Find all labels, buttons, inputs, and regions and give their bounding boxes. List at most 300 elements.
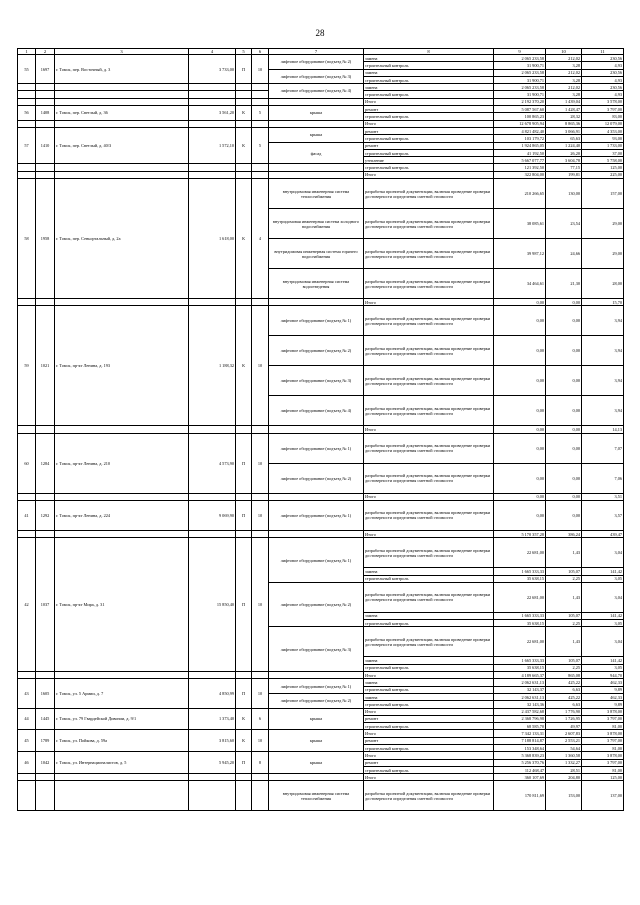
table-cell: 0,00 (494, 336, 546, 366)
table-cell: лифтовое оборудование (подъезд № 1) (269, 500, 364, 530)
table-cell (18, 299, 36, 306)
header-cell: 5 (236, 49, 252, 55)
table-cell: 3 561,20 (189, 106, 236, 121)
table-cell (18, 781, 36, 811)
table-cell: 24,66 (546, 239, 582, 269)
table-cell (36, 84, 55, 91)
table-cell: 31 900,71 (494, 76, 546, 83)
page-number: 28 (315, 28, 325, 38)
table-cell (269, 164, 364, 171)
table-cell: 3 797,00 (582, 715, 624, 722)
table-cell: 462,33 (582, 679, 624, 686)
table-cell: 204,80 (546, 774, 582, 781)
table-cell: 10 (252, 500, 269, 530)
table-cell: лифтовое оборудование (подъезд № 2) (269, 582, 364, 627)
table-cell: Итого (364, 120, 494, 127)
table-cell: 81,00 (582, 744, 624, 751)
table-cell: Итого (364, 672, 494, 679)
table-cell: 28,32 (546, 113, 582, 120)
table-cell: г. Томск, пр-кт Ленина, д. 193 (55, 306, 189, 426)
table-cell (36, 774, 55, 781)
table-cell: 22 681,00 (494, 582, 546, 612)
table-cell: 3 878,00 (582, 708, 624, 715)
table-cell: 1042 (36, 752, 55, 774)
table-cell: лифтовое оборудование (подъезд № 2) (269, 336, 364, 366)
table-cell (252, 120, 269, 127)
table-cell: 212,02 (546, 69, 582, 76)
table-cell: 1037 (36, 538, 55, 672)
table-cell (18, 672, 36, 679)
table-cell: 1445 (36, 708, 55, 730)
table-cell: К (236, 306, 252, 426)
table-cell: замена (364, 612, 494, 619)
table-cell: 1958 (36, 179, 55, 299)
table-cell: крыша (269, 752, 364, 774)
table-cell: 2 192 370,20 (494, 98, 546, 105)
table-cell: 3,05 (582, 620, 624, 627)
table-cell (189, 426, 236, 433)
table-cell: 23,54 (546, 209, 582, 239)
table-cell: 0,00 (546, 306, 582, 336)
table-cell: разработка проектной документации, включая проведение проверки достоверности определения сметной стоимости (364, 627, 494, 657)
table-cell: 425,22 (546, 693, 582, 700)
table-cell: 22 681,00 (494, 538, 546, 568)
table-cell (55, 91, 189, 98)
table-cell: 360 107,69 (494, 774, 546, 781)
table-cell: Итого (364, 530, 494, 537)
table-cell: 0,00 (546, 433, 582, 463)
table-cell: 141,42 (582, 568, 624, 575)
table-cell: разработка проектной документации, включая проведение проверки достоверности определения сметной стоимости (364, 366, 494, 396)
table-cell: 3 797,00 (582, 737, 624, 744)
table-cell: г. Томск, ул. Пойкова, д. 59а (55, 730, 189, 752)
table-cell: 137,00 (582, 781, 624, 811)
table-cell: 212,02 (546, 84, 582, 91)
table-cell: 29,00 (582, 209, 624, 239)
table-cell (18, 98, 36, 105)
table-cell: лифтовое оборудование (подъезд № 2) (269, 693, 364, 708)
table-cell: 141,42 (582, 657, 624, 664)
table-cell: 1789 (36, 730, 55, 752)
table-cell: строительный контроль (364, 113, 494, 120)
table-cell (18, 493, 36, 500)
table-cell: 2,25 (546, 620, 582, 627)
table-cell: 35 638,15 (494, 664, 546, 671)
table-cell (55, 171, 189, 178)
table-cell: 10 (252, 730, 269, 752)
table-row (18, 98, 624, 105)
table-cell: 41 192,50 (494, 149, 546, 156)
table-cell: 0,00 (546, 493, 582, 500)
table-cell: 35 638,15 (494, 620, 546, 627)
table-cell: г. Томск, пр-кт Ленина, д. 210 (55, 433, 189, 493)
table-cell (18, 171, 36, 178)
table-cell: лифтовое оборудование (подъезд № 1) (269, 306, 364, 336)
table-cell (269, 299, 364, 306)
table-cell: 3 604,78 (546, 157, 582, 164)
table-cell (36, 171, 55, 178)
table-cell (18, 164, 36, 171)
table-row (18, 55, 624, 62)
header-cell: 8 (364, 49, 494, 55)
table-cell: г. Томск, пр-кт Мира, д. 31 (55, 538, 189, 672)
table-cell (55, 781, 189, 811)
table-cell: крыша (269, 730, 364, 752)
table-cell (269, 530, 364, 537)
table-cell: 1605 (36, 679, 55, 708)
table-row (18, 306, 624, 336)
table-cell: 225,00 (582, 171, 624, 178)
table-cell: 3,28 (546, 76, 582, 83)
table-cell: строительный контроль (364, 686, 494, 693)
table-cell (55, 84, 189, 91)
table-cell (236, 164, 252, 171)
table-cell: 1 618,00 (189, 179, 236, 299)
table-cell: 59 (18, 306, 36, 426)
table-cell: 28,51 (546, 766, 582, 773)
table-cell (189, 171, 236, 178)
table-cell: 7 342 133,31 (494, 730, 546, 737)
table-cell: 0,00 (546, 396, 582, 426)
table-cell: 10 (252, 433, 269, 493)
table-cell: 212,02 (546, 55, 582, 62)
table-cell: 5 256 370,76 (494, 759, 546, 766)
table-cell: 462,33 (582, 693, 624, 700)
header-cell: 4 (189, 49, 236, 55)
table-cell: Итого (364, 708, 494, 715)
table-cell: 29,00 (582, 239, 624, 269)
table-cell (269, 774, 364, 781)
table-cell: утепление (364, 157, 494, 164)
table-cell: П (236, 55, 252, 84)
table-cell: крыша (269, 127, 364, 142)
table-cell: 3,94 (582, 336, 624, 366)
table-cell: лифтовое оборудование (подъезд № 4) (269, 84, 364, 99)
table-cell: 2 065 233,58 (494, 84, 546, 91)
table-cell (269, 120, 364, 127)
table-cell: замена (364, 693, 494, 700)
table-cell: 4,93 (582, 91, 624, 98)
table-cell: лифтовое оборудование (подъезд № 1) (269, 538, 364, 583)
table-cell: 1 188,32 (189, 306, 236, 426)
table-cell (189, 781, 236, 811)
table-cell: Итого (364, 730, 494, 737)
table-cell: К (236, 106, 252, 121)
table-cell (252, 98, 269, 105)
table-cell (252, 299, 269, 306)
table-cell (189, 774, 236, 781)
table-row (18, 433, 624, 463)
table-cell: 386,24 (546, 530, 582, 537)
table-cell: 105,07 (546, 612, 582, 619)
table-cell: 15 850,40 (189, 538, 236, 672)
table-cell: 14,13 (582, 426, 624, 433)
table-cell (18, 84, 36, 91)
table-row (18, 500, 624, 530)
table-cell: 1 733,00 (582, 142, 624, 149)
table-cell (36, 299, 55, 306)
table-cell: П (236, 500, 252, 530)
table-cell: крыша (269, 106, 364, 121)
table-cell: 56 (18, 106, 36, 121)
table-cell (236, 91, 252, 98)
table-cell (236, 781, 252, 811)
table-cell: 100 865,23 (494, 113, 546, 120)
table-cell: 22 681,00 (494, 627, 546, 657)
table-cell: строительный контроль (364, 744, 494, 751)
table-cell: К (236, 730, 252, 752)
table-cell: П (236, 538, 252, 672)
table-cell: 1697 (36, 55, 55, 84)
table-cell: строительный контроль (364, 620, 494, 627)
table-cell (236, 774, 252, 781)
table-cell: 60 (18, 433, 36, 493)
table-cell: 38 085,61 (494, 209, 546, 239)
table-cell: 2,25 (546, 575, 582, 582)
table-cell: 130,00 (546, 179, 582, 209)
table-cell (252, 171, 269, 178)
table-cell (252, 530, 269, 537)
table-cell: разработка проектной документации, включая проведение проверки достоверности определения сметной стоимости (364, 538, 494, 568)
table-cell: ремонт (364, 759, 494, 766)
table-cell: 0,00 (546, 500, 582, 530)
table-cell: 944,70 (582, 672, 624, 679)
table-row (18, 299, 624, 306)
table-row (18, 530, 624, 537)
table-cell (269, 672, 364, 679)
table-cell: 0,00 (494, 493, 546, 500)
table-cell: строительный контроль (364, 575, 494, 582)
table-cell: 83,00 (582, 113, 624, 120)
table-cell: 10 (252, 55, 269, 84)
table-cell: 0,00 (546, 336, 582, 366)
table-cell: строительный контроль (364, 76, 494, 83)
table-row (18, 708, 624, 715)
table-cell: 3 797,00 (582, 759, 624, 766)
table-cell (252, 774, 269, 781)
table-row (18, 752, 624, 759)
table-cell: внутридомовая инженерная система горячего водоснабжения (269, 239, 364, 269)
table-cell: 6,63 (546, 686, 582, 693)
table-cell: 0,00 (494, 433, 546, 463)
table-cell: строительный контроль (364, 91, 494, 98)
table-cell (189, 530, 236, 537)
table-cell: 28,00 (582, 269, 624, 299)
table-cell (269, 98, 364, 105)
table-cell: 3,05 (582, 575, 624, 582)
table-cell: 170 811,69 (494, 781, 546, 811)
table-cell: строительный контроль (364, 62, 494, 69)
table-cell: строительный контроль (364, 723, 494, 730)
table-cell: 0,00 (494, 396, 546, 426)
table-cell: 3,94 (582, 366, 624, 396)
table-cell: г. Томск, пер. Светлый, д. 40/3 (55, 127, 189, 163)
table-cell: П (236, 433, 252, 493)
table-cell (269, 171, 364, 178)
table-cell (252, 164, 269, 171)
table-cell: Итого (364, 171, 494, 178)
table-cell: 5 170 357,28 (494, 530, 546, 537)
table-cell (18, 530, 36, 537)
table-cell (236, 530, 252, 537)
table-cell: лифтовое оборудование (подъезд № 3) (269, 366, 364, 396)
table-cell: 49,97 (546, 723, 582, 730)
table-cell: 1,43 (546, 627, 582, 657)
header-cell: 1 (18, 49, 36, 55)
table-cell: 3,94 (582, 306, 624, 336)
table-cell: 1292 (36, 500, 55, 530)
table-cell: 35 638,15 (494, 575, 546, 582)
table-cell: 230,56 (582, 69, 624, 76)
table-cell: 93,00 (582, 135, 624, 142)
table-cell: 0,00 (494, 366, 546, 396)
table-cell (36, 493, 55, 500)
table-cell: замена (364, 55, 494, 62)
table-cell: 6 (252, 708, 269, 730)
table-cell: 3,04 (582, 582, 624, 612)
table-cell: замена (364, 568, 494, 575)
table-cell (252, 672, 269, 679)
table-cell: 153 348,64 (494, 744, 546, 751)
table-row (18, 493, 624, 500)
table-cell: 2 065 233,58 (494, 69, 546, 76)
table-cell: 425,22 (546, 679, 582, 686)
table-cell: 37,00 (582, 149, 624, 156)
header-cell: 3 (55, 49, 189, 55)
table-cell (36, 426, 55, 433)
header-cell: 11 (582, 49, 624, 55)
table-cell: 42 (18, 538, 36, 672)
table-cell: разработка проектной документации, включая проведение проверки достоверности определения сметной стоимости (364, 209, 494, 239)
table-cell (36, 98, 55, 105)
table-cell: 8 (252, 752, 269, 774)
table-cell: лифтовое оборудование (подъезд № 2) (269, 55, 364, 70)
table-cell (55, 530, 189, 537)
table-cell: ремонт (364, 106, 494, 113)
table-cell (55, 672, 189, 679)
table-cell: 157,00 (582, 179, 624, 209)
table-cell: 210 266,65 (494, 179, 546, 209)
table-cell: К (236, 127, 252, 163)
table-cell: 44 (18, 708, 36, 730)
table-cell: 7,07 (582, 433, 624, 463)
table-cell: 3,51 (582, 493, 624, 500)
table-cell: разработка проектной документации, включая проведение проверки достоверности определения сметной стоимости (364, 179, 494, 209)
table-cell: 3 578,00 (582, 98, 624, 105)
table-cell (236, 493, 252, 500)
table-cell: 5 (252, 127, 269, 163)
table-cell (18, 774, 36, 781)
table-cell: П (236, 752, 252, 774)
table-cell: г. Томск, пр-кт Ленина, д. 224 (55, 500, 189, 530)
table-cell (36, 164, 55, 171)
table-cell: 5 087 567,60 (494, 106, 546, 113)
table-cell: внутридомовая инженерная система водоотведения (269, 269, 364, 299)
table-cell: 31 900,71 (494, 62, 546, 69)
table-cell (18, 120, 36, 127)
table-cell: разработка проектной документации, включая проведение проверки достоверности определения сметной стоимости (364, 269, 494, 299)
table-cell: Итого (364, 774, 494, 781)
table-cell: 41 (18, 500, 36, 530)
table-cell: 6,63 (546, 701, 582, 708)
table-cell: 3 815,60 (189, 730, 236, 752)
table-cell: 4,93 (582, 76, 624, 83)
table-cell: 81,00 (582, 766, 624, 773)
table-cell: 1 360,58 (546, 752, 582, 759)
table-row (18, 120, 624, 127)
table-cell: г. Томск, пер. Восточный, д. 3 (55, 55, 189, 84)
table-cell: 9 069,90 (189, 500, 236, 530)
table-cell: 1410 (36, 127, 55, 163)
table-cell: 3 878,00 (582, 730, 624, 737)
table-cell (55, 426, 189, 433)
table-cell (236, 84, 252, 91)
table-cell: 3 797,00 (582, 106, 624, 113)
table-cell (36, 781, 55, 811)
table-cell: 2 553,21 (546, 737, 582, 744)
table-cell (236, 98, 252, 105)
table-cell (252, 493, 269, 500)
table-cell (252, 781, 269, 811)
table-cell: 65,63 (546, 135, 582, 142)
table-cell: 46 (18, 752, 36, 774)
table-cell: 54,64 (546, 744, 582, 751)
table-cell: разработка проектной документации, включая проведение проверки достоверности определения сметной стоимости (364, 239, 494, 269)
table-cell (236, 171, 252, 178)
table-cell: 4 573,90 (189, 433, 236, 493)
table-cell: 5 667 077,77 (494, 157, 546, 164)
table-row (18, 426, 624, 433)
table-cell: 0,00 (494, 299, 546, 306)
table-cell (189, 299, 236, 306)
table-cell: К (236, 179, 252, 299)
table-cell: 9,89 (582, 686, 624, 693)
table-row (18, 774, 624, 781)
table-cell: К (236, 708, 252, 730)
table-cell: крыша (269, 708, 364, 730)
table-cell: разработка проектной документации, включая проведение проверки достоверности определения сметной стоимости (364, 396, 494, 426)
table-cell: 439,47 (582, 530, 624, 537)
table-cell: разработка проектной документации, включая проведение проверки достоверности определения сметной стоимости (364, 500, 494, 530)
table-cell: 3,57 (582, 500, 624, 530)
table-cell (269, 493, 364, 500)
table-cell: лифтовое оборудование (подъезд № 2) (269, 463, 364, 493)
table-cell: 3,04 (582, 538, 624, 568)
header-cell: 9 (494, 49, 546, 55)
table-cell: 10 (252, 306, 269, 426)
table-cell: 2,25 (546, 664, 582, 671)
table-cell: 3 066,91 (546, 127, 582, 134)
table-cell: 141,42 (582, 612, 624, 619)
table-cell (36, 672, 55, 679)
table-cell: 230,56 (582, 84, 624, 91)
table-cell: 1,43 (546, 582, 582, 612)
table-cell: 34 464,61 (494, 269, 546, 299)
table-cell: 21,30 (546, 269, 582, 299)
table-cell: 1,43 (546, 538, 582, 568)
table-cell: 105,07 (546, 657, 582, 664)
table-cell: 4 (252, 179, 269, 299)
table-cell: 0,00 (546, 426, 582, 433)
table-cell: Итого (364, 426, 494, 433)
table-cell: 121 392,50 (494, 164, 546, 171)
table-cell: 7 188 814,87 (494, 737, 546, 744)
table-cell: 5 758,00 (582, 157, 624, 164)
table-cell: ремонт (364, 715, 494, 722)
table-row (18, 171, 624, 178)
table-cell: 0,00 (546, 463, 582, 493)
table-cell: замена (364, 69, 494, 76)
